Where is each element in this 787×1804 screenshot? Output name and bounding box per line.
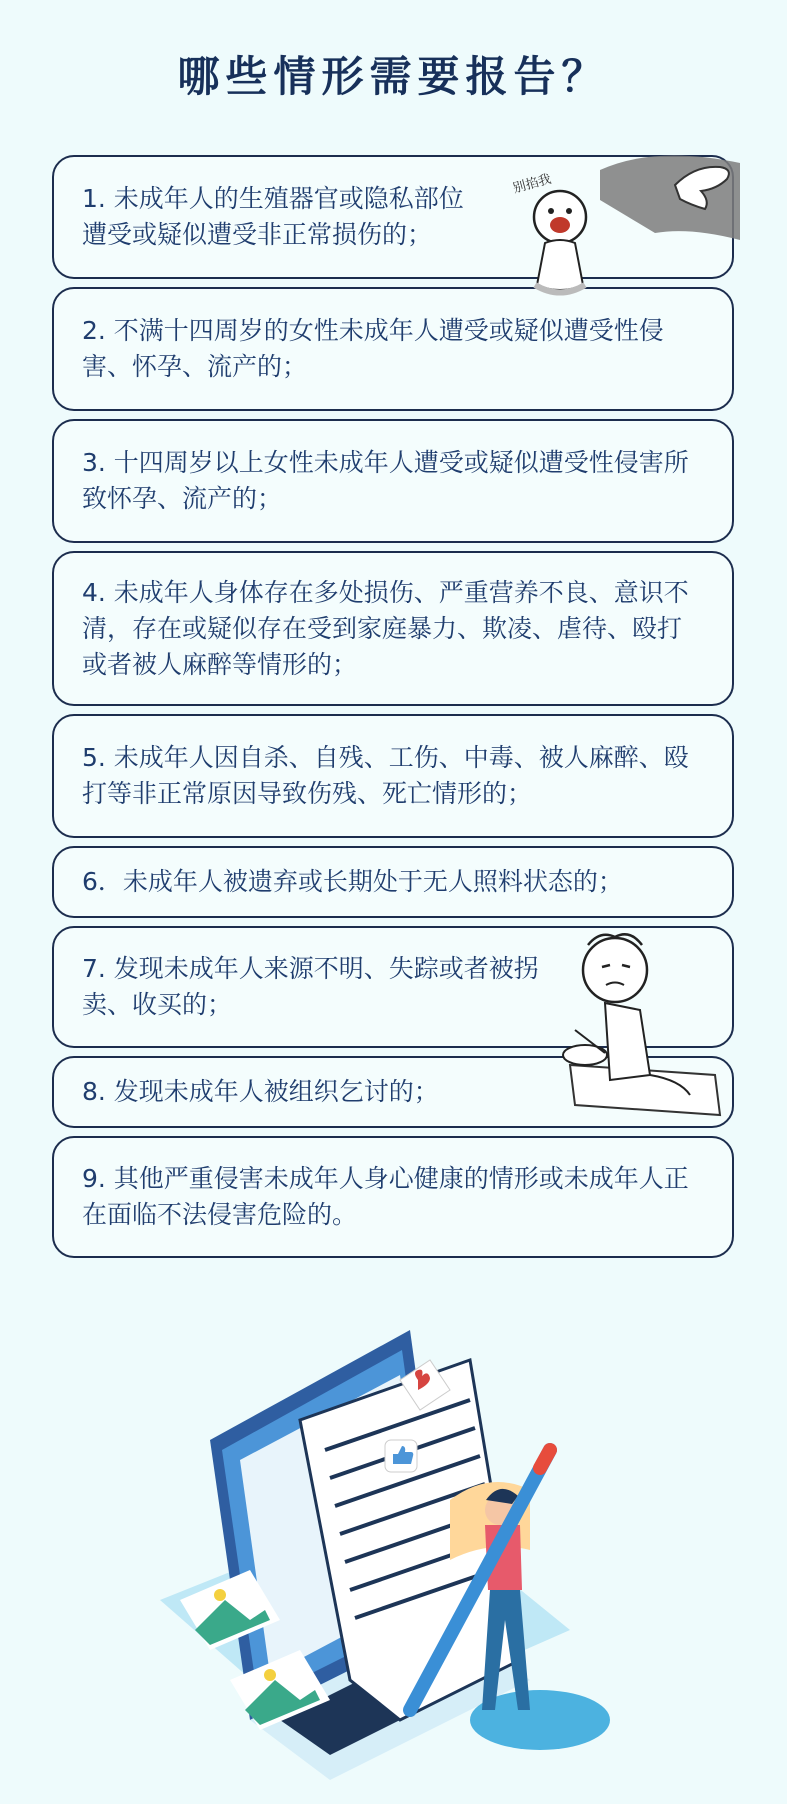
laptop-document-illustration [150,1300,650,1790]
list-item-4 [52,551,734,706]
list-item-6 [52,846,734,918]
list-item-text: 4. 未成年人身体存在多处损伤、严重营养不良、意识不清，存在或疑似存在受到家庭暴力、欺凌、虐待、殴打或者被人麻醉等情形的； [82,577,689,679]
page-title: 哪些情形需要报告？ [177,52,610,101]
list-item-5 [52,714,734,838]
frightened-child-illustration [505,145,745,305]
list-item-text: 6．未成年人被遗弃或长期处于无人照料状态的； [82,867,623,896]
list-item-text: 2. 不满十四周岁的女性未成年人遭受或疑似遭受性侵害、怀孕、流产的； [82,316,664,381]
speech-text: 别掐我 [511,171,553,197]
list-item-text: 5. 未成年人因自杀、自残、工伤、中毒、被人麻醉、殴打等非正常原因导致伤残、死亡情形的； [82,743,689,808]
list-item-text: 8. 发现未成年人被组织乞讨的； [82,1077,439,1106]
list-item-text: 9. 其他严重侵害未成年人身心健康的情形或未成年人正在面临不法侵害危险的。 [82,1164,689,1229]
list-item-text: 3. 十四周岁以上女性未成年人遭受或疑似遭受性侵害所致怀孕、流产的； [82,448,689,513]
list-item-text: 1. 未成年人的生殖器官或隐私部位遭受或疑似遭受非正常损伤的； [82,184,464,249]
list-item-3 [52,419,734,543]
list-item-2 [52,287,734,411]
list-item-9 [52,1136,734,1258]
list-item-text: 7. 发现未成年人来源不明、失踪或者被拐卖、收买的； [82,954,539,1019]
lonely-child-illustration [530,925,730,1120]
